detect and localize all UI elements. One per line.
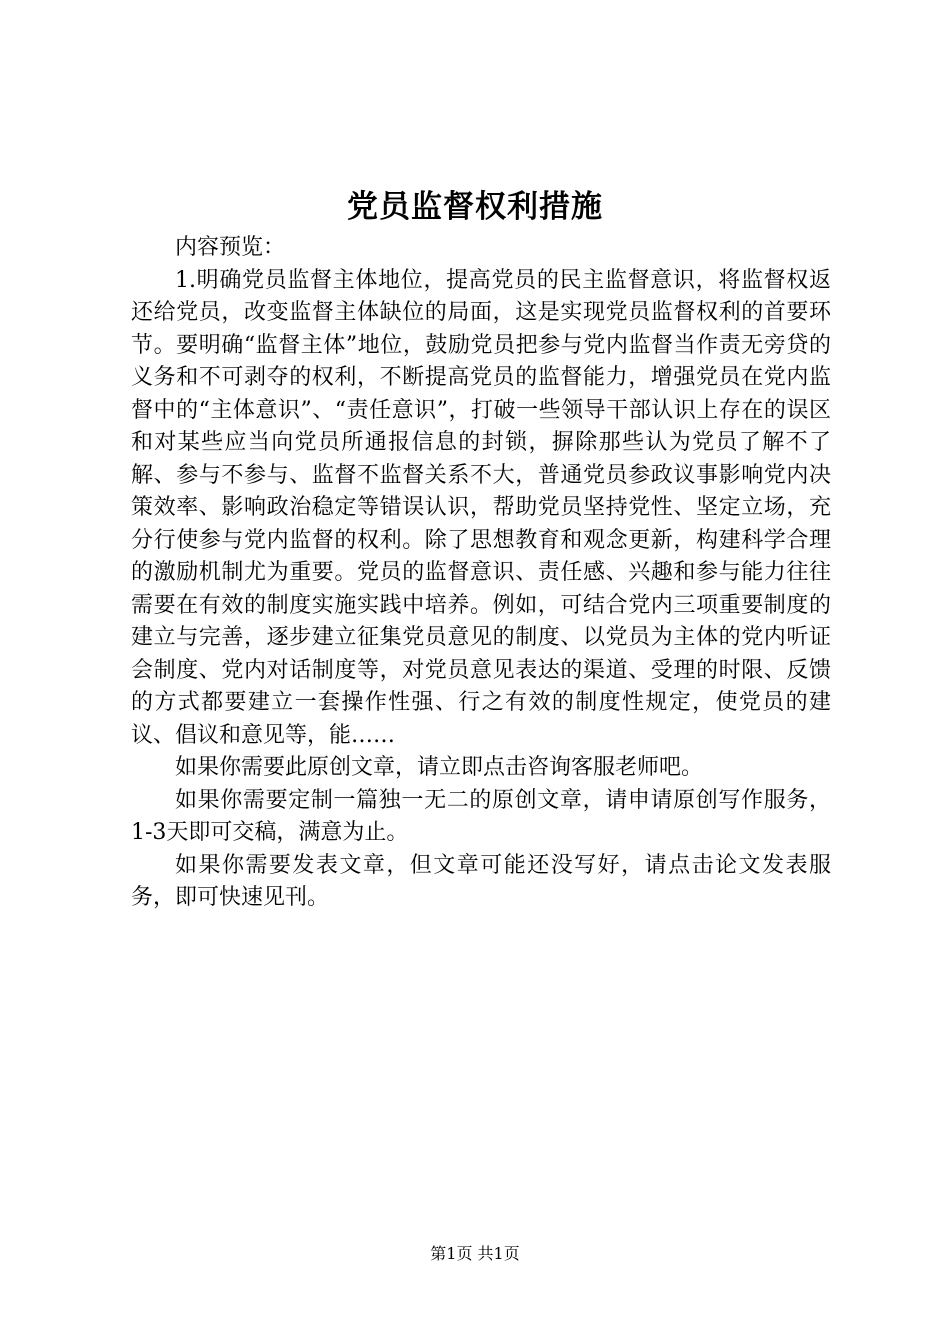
document-title: 党员监督权利措施	[347, 189, 603, 225]
document-body	[131, 232, 831, 915]
preview-label: 内容预览：	[175, 235, 286, 260]
main-paragraph: 1.明确党员监督主体地位，提高党员的民主监督意识，将监督权返还给党员，改变监督主体缺位的局面，这是实现党员监督权利的首要环节。要明确“监督主体”地位，鼓励党员把参与党内监督当作责无旁贷的义务和不可剥夺的权利，不断提高党员的监督能力，增强党员在党内监督中的“主体意识”、“责任意识”，打破一些领导干部认识上存在的误区和对某些应当向党员所通报信息的封锁，摒除那些认为党员了解不了解、参与不参与、监督不监督关系不大，普通党员参政议事影响党内决策效率、影响政治稳定等错误认识，帮助党员坚持党性、坚定立场，充分行使参与党内监督的权利。除了思想教育和观念更新，构建科学合理的激励机制尤为重要。党员的监督意识、责任感、兴趣和参与能力往往需要在有效的制度实施实践中培养。例如，可结合党内三项重要制度的建立与完善，逐步建立征集党员意见的制度、以党员为主体的党内听证会制度、党内对话制度等，对党员意见表达的渠道、受理的时限、反馈的方式都要建立一套操作性强、行之有效的制度性规定，使党员的建议、倡议和意见等，能……	[131, 267, 831, 748]
page-footer: 第1页 共1页	[430, 1244, 520, 1263]
notice-paragraph-1: 如果你需要此原创文章，请立即点击咨询客服老师吧。	[175, 755, 704, 780]
notice-paragraph-2: 如果你需要定制一篇独一无二的原创文章，请申请原创写作服务，1-3天即可交稿，满意为止。	[131, 787, 831, 845]
notice-paragraph-3: 如果你需要发表文章，但文章可能还没写好，请点击论文发表服务，即可快速见刊。	[131, 852, 831, 910]
